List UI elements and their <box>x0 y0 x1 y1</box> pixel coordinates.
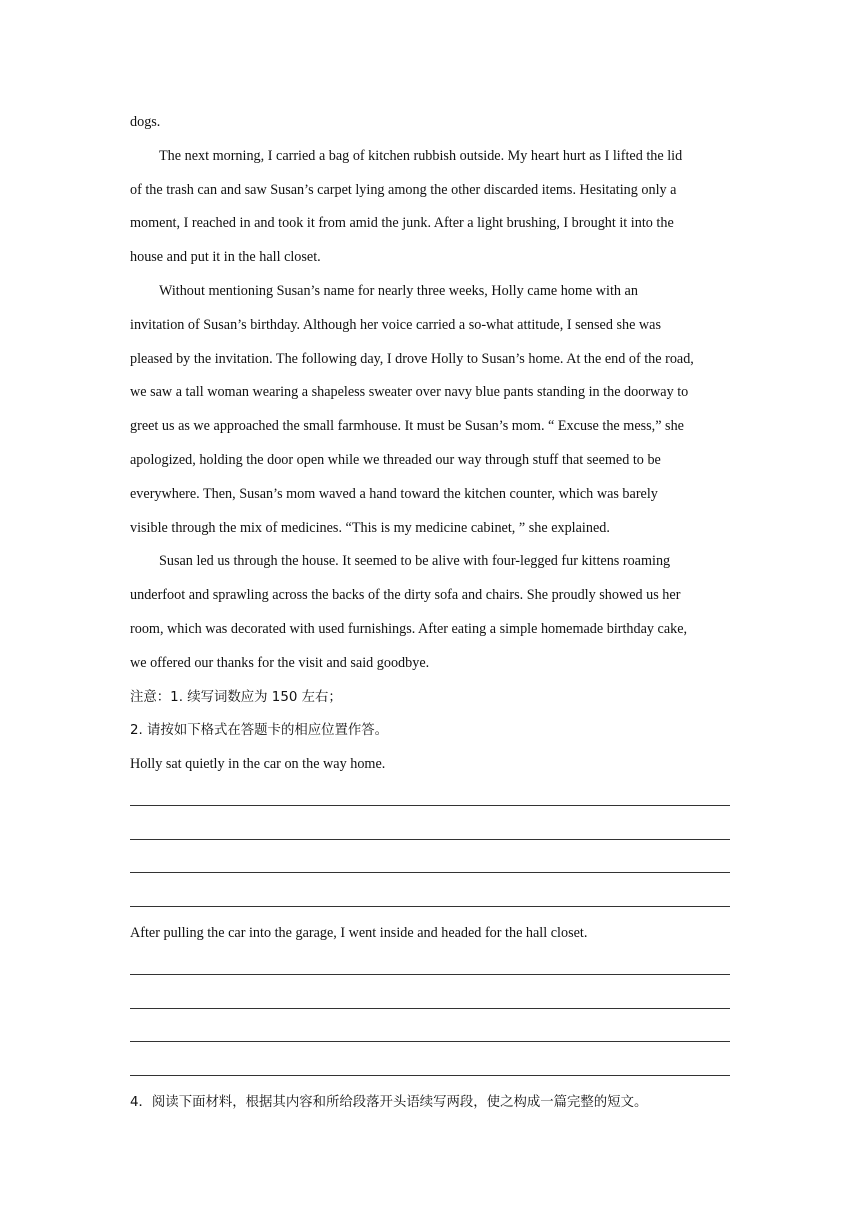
answer-line[interactable] <box>130 782 750 816</box>
passage-line: dogs. <box>130 114 161 130</box>
passage-line: house and put it in the hall closet. <box>130 249 321 266</box>
passage-line: everywhere. Then, Susan’s mom waved a hand toward the kitchen counter, which was barely <box>130 485 658 502</box>
note-answer-format: 2. 请按如下格式在答题卡的相应位置作答。 <box>130 723 389 739</box>
answer-line[interactable] <box>130 1019 750 1053</box>
passage-line: we offered our thanks for the visit and said goodbye. <box>130 654 430 671</box>
answer-line[interactable] <box>130 883 750 917</box>
passage-line: underfoot and sprawling across the backs of the dirty sofa and chairs. She proudly showed us her <box>130 587 681 604</box>
question-4-heading: 4．阅读下面材料，根据其内容和所给段落开头语续写两段，使之构成一篇完整的短文。 <box>130 1095 648 1111</box>
passage-line: Susan led us through the house. It seemed to be alive with four-legged fur kittens roaming <box>159 553 671 570</box>
answer-line[interactable] <box>130 985 750 1019</box>
passage-line: visible through the mix of medicines. “This is my medicine cabinet, ” she explained. <box>130 519 610 536</box>
passage-line: Without mentioning Susan’s name for nearly three weeks, Holly came home with an <box>159 282 638 299</box>
passage-line: we saw a tall woman wearing a shapeless sweater over navy blue pants standing in the doorway to <box>130 384 689 401</box>
passage-line: of the trash can and saw Susan’s carpet lying among the other discarded items. Hesitating only a <box>130 181 677 198</box>
passage-line: greet us as we approached the small farmhouse. It must be Susan’s mom. “ Excuse the mess,” she <box>130 418 684 435</box>
passage-line: room, which was decorated with used furnishings. After eating a simple homemade birthday cake, <box>130 620 688 637</box>
passage-line: The next morning, I carried a bag of kitchen rubbish outside. My heart hurt as I lifted the lid <box>159 147 683 164</box>
answer-line[interactable] <box>130 951 750 985</box>
note-word-count: 注意：1. 续写词数应为 150 左右； <box>130 689 342 705</box>
paragraph-prompt-2: After pulling the car into the garage, I went inside and headed for the hall closet. <box>130 925 588 942</box>
passage-line: apologized, holding the door open while we threaded our way through stuff that seemed to be <box>130 451 661 468</box>
passage-line: pleased by the invitation. The following day, I drove Holly to Susan’s home. At the end of the road, <box>130 350 694 367</box>
answer-line[interactable] <box>130 850 750 884</box>
document-content <box>130 106 750 1120</box>
passage-line: invitation of Susan’s birthday. Although her voice carried a so-what attitude, I sensed she was <box>130 316 661 333</box>
answer-line[interactable] <box>130 1052 750 1086</box>
paragraph-prompt-1: Holly sat quietly in the car on the way home. <box>130 756 386 773</box>
answer-line[interactable] <box>130 816 750 850</box>
passage-line: moment, I reached in and took it from amid the junk. After a light brushing, I brought it into the <box>130 215 674 232</box>
